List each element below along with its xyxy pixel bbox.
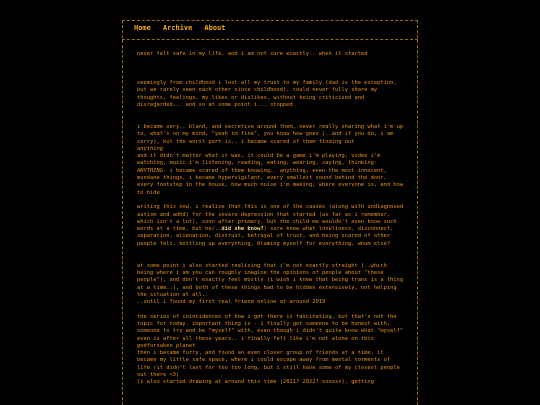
- paragraph-2: seemingly from childhood i lost all my trust to my family (dad is the exception, but we rarely seen each other since childhood), could never fully share my thoughts, feelings, my likes or dislikes, without being criticised and disregarded... and so at some point i... stopped: [137, 80, 400, 109]
- paragraph-3-part-a: i became very.. bland, and secretive around them, never really sharing what i'm up to, what's on my mind, "yeah im fine", you know how goes (..and if you do, i am sorry), but the worst part is.. i became scared of them finding out: [137, 123, 407, 145]
- paragraph-3-part-e: . i became scared of them knowing.. anything, even the most innocent, mundane things, i became hypervigilant, every smallest sound behind the door, every footstep in the house, how much noise i'm making, where everyone is, and how to hide: [137, 167, 407, 196]
- post-body: [137, 51, 405, 387]
- nav-divider: [122, 39, 418, 40]
- paragraph-7: the series of coincidences of how i got there is fascinating, but that's not the topic for today. important thing is - i finally got someone to be honest with, someone to try and be "myself" with, even though i didn't quite know what "myself" even is after all these years.. i finally felt like i'm not alone on this godforsaken planet: [137, 313, 407, 349]
- paragraph-4: [137, 204, 405, 248]
- nav-home-link[interactable]: Home: [134, 24, 151, 32]
- paragraph-3: [137, 124, 405, 197]
- paragraph-5: at some point i also started realising that i'm not exactly straight (..which being where i am you can roughly imagine the opinions of people about "these people"), and don't exactly feel mostly (i wish i knew that being trans is a thing at a time..), and both of these things had to be hidden extensively, not helping the situation at all..: [137, 262, 407, 298]
- paragraph-3-part-c: and it didn't matter what it was, it could be a game i'm playing, video i'm watching, music i'm listening, reading, eating, wearing, saying, thinking-: [137, 153, 384, 167]
- nav-about-link[interactable]: About: [204, 24, 226, 32]
- nav-archive-link[interactable]: Archive: [162, 24, 193, 32]
- paragraph-6: ..until i found my first real friend online at around 2019: [137, 299, 326, 306]
- paragraph-3-emphasis-anything: anything: [137, 145, 163, 152]
- paragraph-4-part-a: writing this now, i realise that this is one of the causes (along with undiagnosed autism and adhd) for the severe depression that started (as far as i remember, which isn't a lot), soon after primary, but the child me wouldn't even know such words at a time, but he/..: [137, 204, 407, 233]
- paragraph-8: then i became furry, and found an even closer group of friends at a time, it became my little safe space, where i could escape away from mental torments of life (it didn't last for too too long, but i still have some of my closest people out there <3): [137, 350, 404, 379]
- paragraph-4-part-c: ) sure knew what loneliness, disconnect, separation, alienation, distrust, betrayal of trust, and being scared of other people felt, bottling up everything, blaming myself for everything, whom else?: [137, 226, 397, 247]
- top-nav: [134, 24, 225, 32]
- paragraph-1: never felt safe in my life, and i am not sure exactly.. when it started: [137, 51, 368, 57]
- paragraph-4-highlight: did she know?: [221, 226, 264, 233]
- paragraph-9: (i also started drawing at around this time (2021? 2022? xxxxxx), getting: [137, 379, 374, 386]
- paragraph-3-emphasis-caps: ANYTHING: [137, 167, 163, 174]
